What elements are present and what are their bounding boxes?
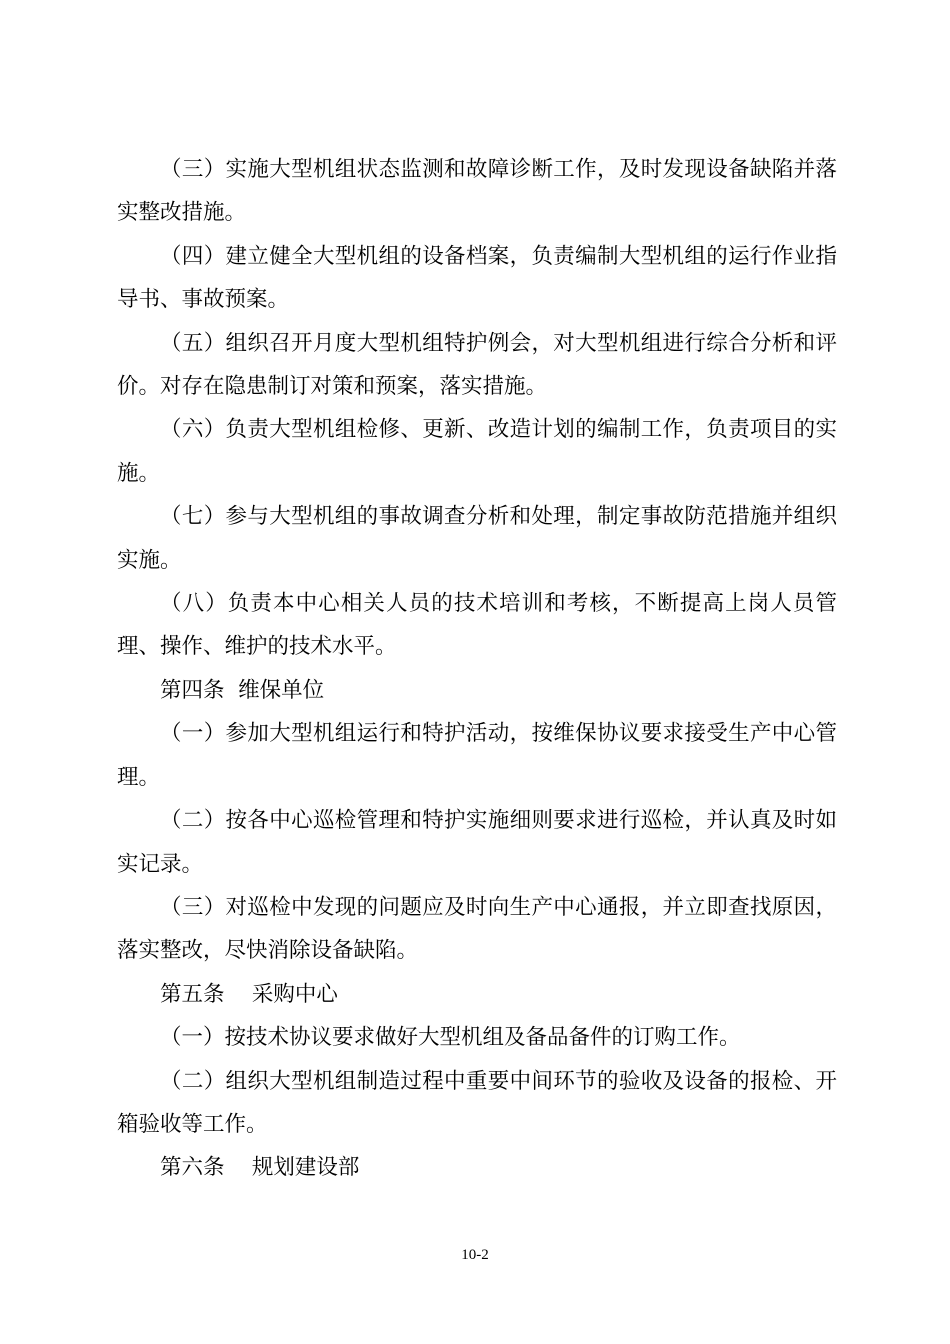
article-heading-4-maintenance-unit: 第四条 维保单位	[160, 677, 325, 703]
article-heading-6-planning-department: 第六条 规划建设部	[160, 1155, 360, 1181]
paragraph-ba-staff-training: （八）负责本中心相关人员的技术培训和考核，不断提高上岗人员管理、操作、维护的技术水平。	[117, 591, 837, 660]
document-body	[117, 148, 837, 1190]
paragraph-yi-ordering: （一）按技术协议要求做好大型机组及备品备件的订购工作。	[160, 1025, 741, 1051]
page-number: 10-2	[461, 1247, 489, 1263]
paragraph-er-inspection: （二）按各中心巡检管理和特护实施细则要求进行巡检，并认真及时如实记录。	[117, 808, 837, 877]
paragraph-si-equipment-archives: （四）建立健全大型机组的设备档案，负责编制大型机组的运行作业指导书、事故预案。	[117, 243, 837, 313]
paragraph-wu-monthly-meeting: （五）组织召开月度大型机组特护例会，对大型机组进行综合分析和评价。对存在隐患制订对策和预案，落实措施。	[117, 330, 837, 400]
paragraph-san-condition-monitoring: （三）实施大型机组状态监测和故障诊断工作，及时发现设备缺陷并落实整改措施。	[117, 157, 837, 226]
paragraph-qi-accident-investigation: （七）参与大型机组的事故调查分析和处理，制定事故防范措施并组织实施。	[117, 504, 837, 573]
paragraph-er-acceptance: （二）组织大型机组制造过程中重要中间环节的验收及设备的报检、开箱验收等工作。	[117, 1068, 837, 1137]
paragraph-san-defect-report: （三）对巡检中发现的问题应及时向生产中心通报，并立即查找原因，落实整改，尽快消除设备缺陷。	[117, 894, 837, 964]
paragraph-liu-maintenance-plan: （六）负责大型机组检修、更新、改造计划的编制工作，负责项目的实施。	[117, 417, 837, 486]
article-heading-5-procurement-center: 第五条 采购中心	[160, 981, 338, 1007]
paragraph-yi-special-care: （一）参加大型机组运行和特护活动，按维保协议要求接受生产中心管理。	[117, 721, 837, 790]
